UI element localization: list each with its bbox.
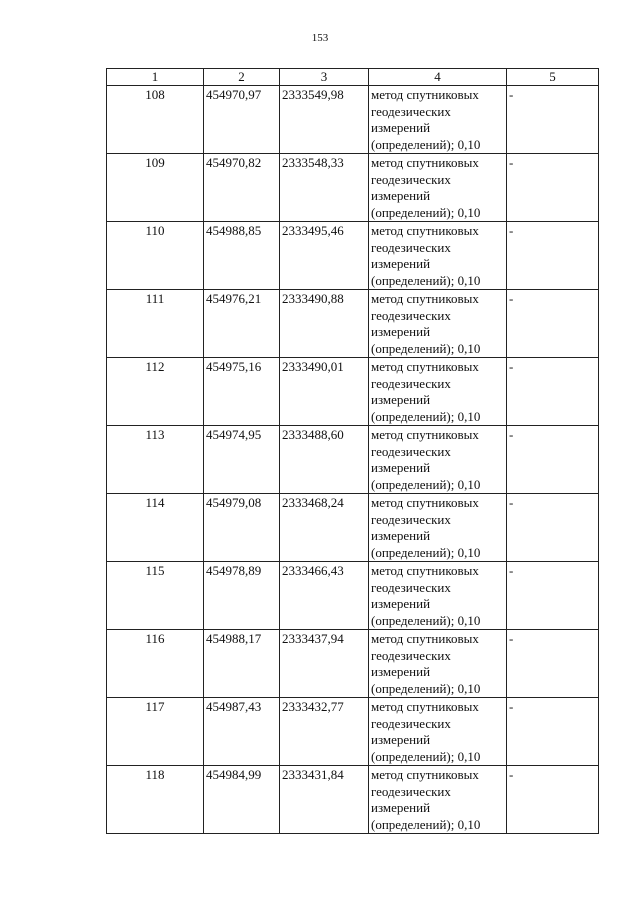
x-coordinate-cell: 454979,08: [204, 494, 280, 562]
y-coordinate-cell: 2333549,98: [280, 86, 369, 154]
note-cell: -: [507, 222, 599, 290]
table-row: [107, 426, 599, 494]
note-cell: -: [507, 698, 599, 766]
x-coordinate-cell: 454988,85: [204, 222, 280, 290]
x-coordinate-cell: 454978,89: [204, 562, 280, 630]
table-row: [107, 766, 599, 834]
method-cell: метод спутниковых геодезических измерений (определений); 0,10: [369, 222, 507, 290]
column-header-1: 1: [107, 69, 204, 86]
y-coordinate-cell: 2333468,24: [280, 494, 369, 562]
point-number-cell: 111: [107, 290, 204, 358]
y-coordinate-cell: 2333466,43: [280, 562, 369, 630]
table-row: [107, 698, 599, 766]
method-cell: метод спутниковых геодезических измерений (определений); 0,10: [369, 494, 507, 562]
note-cell: -: [507, 630, 599, 698]
note-cell: -: [507, 358, 599, 426]
method-cell: метод спутниковых геодезических измерений (определений); 0,10: [369, 766, 507, 834]
point-number-cell: 116: [107, 630, 204, 698]
point-number-cell: 108: [107, 86, 204, 154]
point-number-cell: 118: [107, 766, 204, 834]
x-coordinate-cell: 454987,43: [204, 698, 280, 766]
note-cell: -: [507, 562, 599, 630]
y-coordinate-cell: 2333431,84: [280, 766, 369, 834]
point-number-cell: 112: [107, 358, 204, 426]
point-number-cell: 109: [107, 154, 204, 222]
method-cell: метод спутниковых геодезических измерений (определений); 0,10: [369, 630, 507, 698]
y-coordinate-cell: 2333432,77: [280, 698, 369, 766]
method-cell: метод спутниковых геодезических измерений (определений); 0,10: [369, 426, 507, 494]
x-coordinate-cell: 454988,17: [204, 630, 280, 698]
y-coordinate-cell: 2333495,46: [280, 222, 369, 290]
method-cell: метод спутниковых геодезических измерений (определений); 0,10: [369, 358, 507, 426]
table-row: [107, 562, 599, 630]
y-coordinate-cell: 2333548,33: [280, 154, 369, 222]
note-cell: -: [507, 290, 599, 358]
column-header-4: 4: [369, 69, 507, 86]
y-coordinate-cell: 2333488,60: [280, 426, 369, 494]
table-body: [107, 86, 599, 834]
method-cell: метод спутниковых геодезических измерений (определений); 0,10: [369, 86, 507, 154]
method-cell: метод спутниковых геодезических измерений (определений); 0,10: [369, 290, 507, 358]
x-coordinate-cell: 454970,97: [204, 86, 280, 154]
point-number-cell: 113: [107, 426, 204, 494]
table-row: [107, 630, 599, 698]
table-row: [107, 358, 599, 426]
x-coordinate-cell: 454976,21: [204, 290, 280, 358]
x-coordinate-cell: 454974,95: [204, 426, 280, 494]
table-header-row: [107, 69, 599, 86]
x-coordinate-cell: 454970,82: [204, 154, 280, 222]
point-number-cell: 117: [107, 698, 204, 766]
note-cell: -: [507, 494, 599, 562]
table-row: [107, 154, 599, 222]
note-cell: -: [507, 766, 599, 834]
column-header-5: 5: [507, 69, 599, 86]
x-coordinate-cell: 454984,99: [204, 766, 280, 834]
note-cell: -: [507, 86, 599, 154]
method-cell: метод спутниковых геодезических измерений (определений); 0,10: [369, 154, 507, 222]
table-row: [107, 86, 599, 154]
y-coordinate-cell: 2333490,01: [280, 358, 369, 426]
method-cell: метод спутниковых геодезических измерений (определений); 0,10: [369, 562, 507, 630]
note-cell: -: [507, 426, 599, 494]
y-coordinate-cell: 2333490,88: [280, 290, 369, 358]
note-cell: -: [507, 154, 599, 222]
table-row: [107, 222, 599, 290]
table-row: [107, 290, 599, 358]
point-number-cell: 115: [107, 562, 204, 630]
x-coordinate-cell: 454975,16: [204, 358, 280, 426]
column-header-3: 3: [280, 69, 369, 86]
coordinates-table: [106, 68, 599, 834]
point-number-cell: 114: [107, 494, 204, 562]
method-cell: метод спутниковых геодезических измерений (определений); 0,10: [369, 698, 507, 766]
column-header-2: 2: [204, 69, 280, 86]
page-number: 153: [311, 32, 329, 44]
y-coordinate-cell: 2333437,94: [280, 630, 369, 698]
point-number-cell: 110: [107, 222, 204, 290]
table-row: [107, 494, 599, 562]
